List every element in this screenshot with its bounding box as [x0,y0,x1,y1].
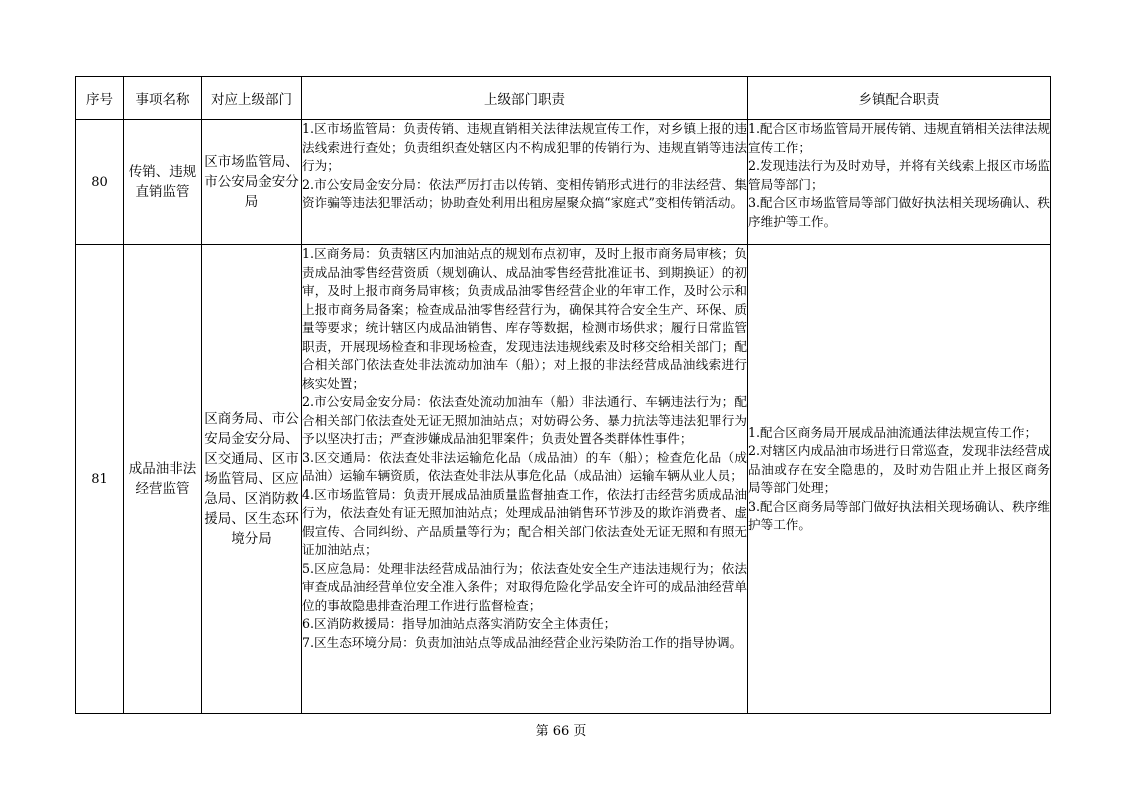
superior-duty-item: 1.区市场监管局：负责传销、违规直销相关法律法规宣传工作，对乡镇上报的违法线索进行查处；负责组织查处辖区内不构成犯罪的传销行为、违规直销等违法行为； [302,121,747,173]
township-duty-item: 1.配合区商务局开展成品油流通法律法规宣传工作； [748,424,1038,440]
row-item-name: 成品油非法经营监管 [124,245,202,714]
row-superior-duties [302,245,748,714]
superior-duty-item: 4.区市场监管局：负责开展成品油质量监督抽查工作，依法打击经营劣质成品油行为，依法查处有证无照加油站点；处理成品油销售环节涉及的欺诈消费者、虚假宣传、合同纠纷、产品质量等行为；配合相关部门依法查处无证无照和有照无证加油站点； [302,486,747,557]
superior-duty-item: 6.区消防救援局：指导加油站点落实消防安全主体责任； [302,616,617,631]
row-dept: 区商务局、市公安局金安分局、区交通局、区市场监管局、区应急局、区消防救援局、区生态环境分局 [202,245,302,714]
township-duty-item: 2.对辖区内成品油市场进行日常巡查，发现非法经营成品油或存在安全隐患的，及时劝告阻止并上报区商务局等部门处理； [748,443,1050,495]
page-number: 第 66 页 [535,724,587,739]
header-superior: 上级部门职责 [302,77,748,120]
row-township-duties [748,120,1051,245]
township-duty-item: 2.发现违法行为及时劝导，并将有关线索上报区市场监管局等部门； [748,158,1050,192]
township-duty-item: 3.配合区市场监管局等部门做好执法相关现场确认、秩序维护等工作。 [748,195,1050,229]
table-row [76,120,1051,245]
header-num: 序号 [76,77,124,120]
row-dept: 区市场监管局、市公安局金安分局 [202,120,302,245]
row-num: 80 [76,120,124,245]
header-township: 乡镇配合职责 [748,77,1051,120]
table-row [76,245,1051,714]
superior-duty-item: 3.区交通局：依法查处非法运输危化品（成品油）的车（船）；检查危化品（成品油）运输车辆资质，依法查处非法从事危化品（成品油）运输车辆从业人员； [302,449,747,483]
superior-duty-item: 2.市公安局金安分局：依法查处流动加油车（船）非法通行、车辆违法行为；配合相关部门依法查处无证无照加油站点；对妨碍公务、暴力抗法等违法犯罪行为予以坚决打击；严查涉嫌成品油犯罪案件；负责处置各类群体性事件； [302,394,747,446]
superior-duty-item: 1.区商务局：负责辖区内加油站点的规划布点初审，及时上报市商务局审核；负责成品油零售经营资质（规划确认、成品油零售经营批准证书、到期换证）的初审，及时上报市商务局审核；负责成品油零售经营企业的年审工作，及时公示和上报市商务局备案；检查成品油零售经营行为，确保其符合安全生产、环保、质量等要求；统计辖区内成品油销售、库存等数据，检测市场供求；履行日常监管职责，开展现场检查和非现场检查，发现违法违规线索及时移交给相关部门；配合相关部门依法查处非法流动加油车（船）；对上报的非法经营成品油线索进行核实处置； [302,246,747,391]
responsibility-table [75,76,1051,714]
row-num: 81 [76,245,124,714]
header-name: 事项名称 [124,77,202,120]
superior-duty-item: 2.市公安局金安分局：依法严厉打击以传销、变相传销形式进行的非法经营、集资诈骗等违法犯罪活动；协助查处利用出租房屋聚众搞“家庭式”变相传销活动。 [302,176,747,210]
header-dept: 对应上级部门 [202,77,302,120]
header-row [76,77,1051,120]
township-duty-item: 3.配合区商务局等部门做好执法相关现场确认、秩序维护等工作。 [748,498,1050,532]
superior-duty-item: 7.区生态环境分局：负责加油站点等成品油经营企业污染防治工作的指导协调。 [302,634,743,650]
row-superior-duties [302,120,748,245]
superior-duty-item: 5.区应急局：处理非法经营成品油行为；依法查处安全生产违法违规行为；依法审查成品油经营单位安全准入条件；对取得危险化学品安全许可的成品油经营单位的事故隐患排查治理工作进行监督检查； [302,560,747,613]
row-item-name: 传销、违规直销监管 [124,120,202,245]
township-duty-item: 1.配合区市场监管局开展传销、违规直销相关法律法规宣传工作； [748,121,1050,155]
row-township-duties [748,245,1051,714]
